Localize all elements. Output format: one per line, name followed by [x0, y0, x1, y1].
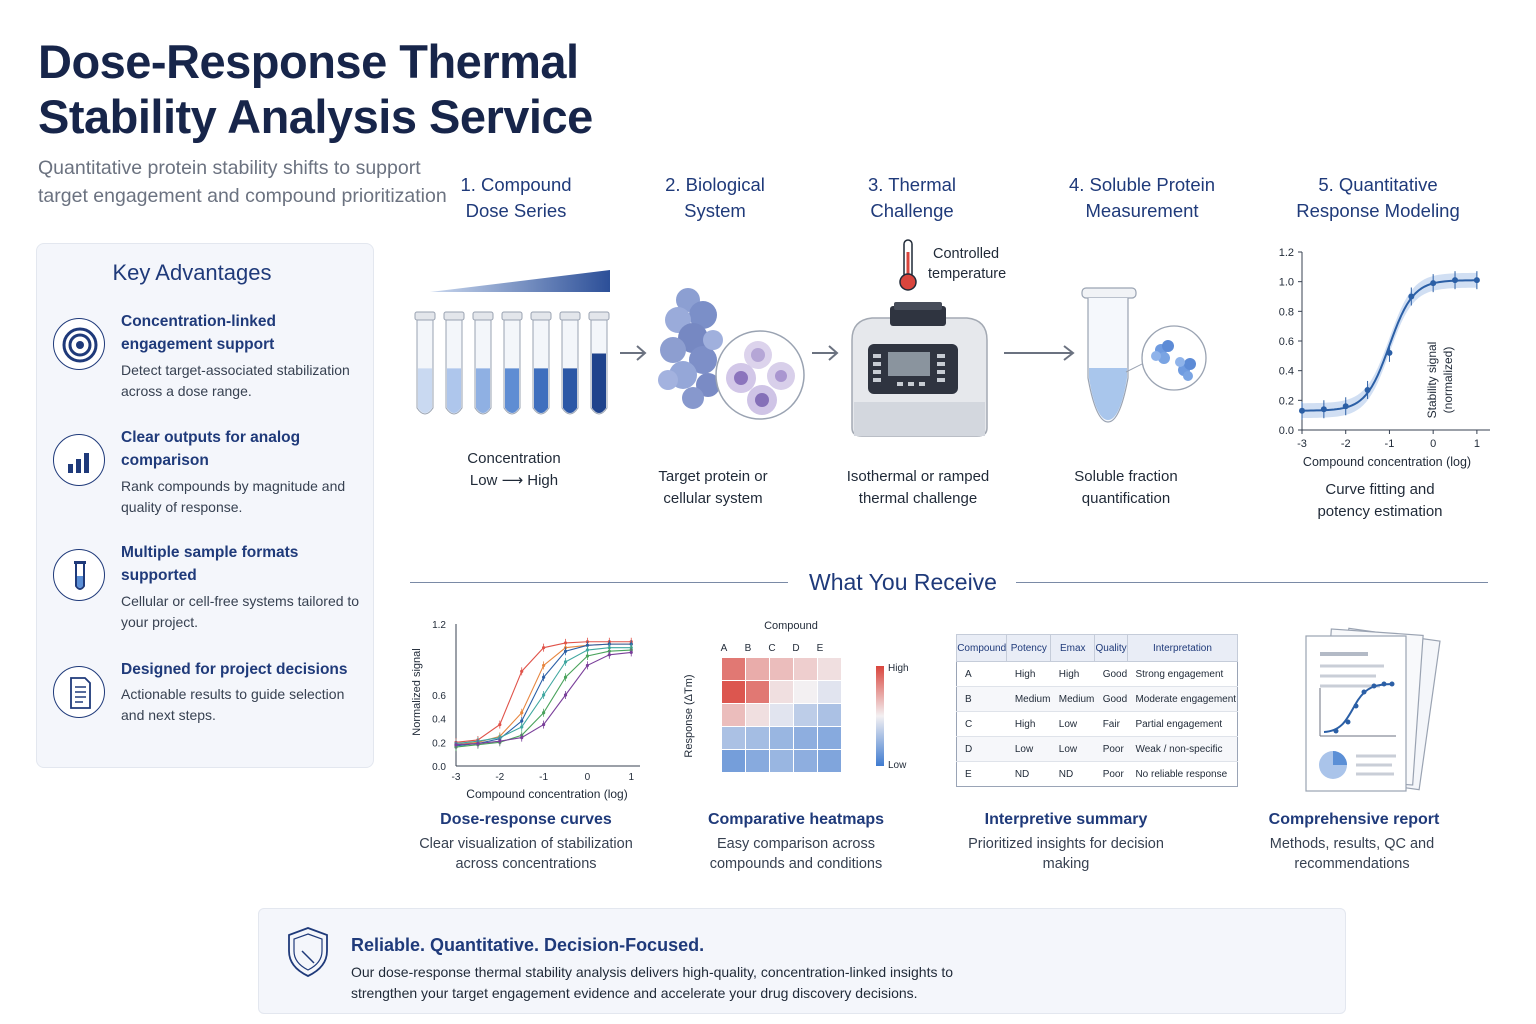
heatmap-cell [818, 681, 841, 703]
heatmap-cell [746, 727, 769, 749]
bar-chart-icon [53, 434, 105, 486]
heatmap-title: Compound [764, 620, 818, 632]
x-tick-label: -1 [539, 772, 549, 783]
step-5-caption-line1: Curve fitting and [1325, 481, 1435, 498]
what-you-receive-title: What You Receive [809, 569, 997, 595]
x-tick-label: -1 [1384, 438, 1395, 450]
table-cell: High [1007, 662, 1051, 687]
step-1-title-line1: 1. Compound [460, 174, 572, 195]
data-point [564, 693, 567, 696]
footer-text [351, 962, 1051, 1004]
data-point [542, 693, 545, 696]
step-2-caption [613, 466, 813, 510]
heatmap-cell [746, 658, 769, 680]
table-cell: D [957, 737, 1007, 762]
data-point [520, 719, 523, 722]
heatmaps-output-title: Comparative heatmaps [707, 811, 885, 828]
advantage-title: Clear outputs for analog comparison [121, 429, 301, 469]
x-tick-label: -3 [451, 772, 461, 783]
y-tick-label: 1.2 [432, 620, 446, 631]
arrow-right-icon [618, 340, 650, 366]
curves-desc-line1: Clear visualization of stabilization [419, 836, 633, 852]
step-2-caption-line1: Target protein or [658, 468, 768, 485]
advantage-title: Multiple sample formats supported [121, 544, 299, 584]
table-cell: No reliable response [1127, 762, 1237, 787]
y-tick-label: 0.8 [1278, 306, 1294, 319]
table-row [957, 712, 1238, 737]
step-1-caption-line1: Concentration [467, 450, 561, 467]
table-cell: High [1051, 662, 1095, 687]
heatmap-legend-high: High [888, 663, 909, 674]
advantage-item [53, 426, 363, 526]
heatmap-cell [722, 750, 745, 772]
report-document-illustration [1296, 626, 1446, 798]
data-point [1365, 387, 1371, 393]
table-header: Compound [957, 635, 1007, 662]
table-cell: Medium [1007, 687, 1051, 712]
table-cell: C [957, 712, 1007, 737]
cells-magnified-icon [716, 331, 804, 419]
heatmap-cell [770, 681, 793, 703]
table-header-row [957, 635, 1238, 662]
advantage-desc: Detect target-associated stabilization across a dose range. [121, 362, 350, 399]
shield-icon [285, 925, 331, 979]
table-cell: Good [1095, 687, 1128, 712]
heatmap-cell [746, 704, 769, 726]
test-tube-icon [53, 549, 105, 601]
subtitle-line2: target engagement and compound prioritization [38, 185, 447, 207]
data-point [586, 648, 589, 651]
potency-curve-chart [1222, 240, 1512, 474]
data-point [454, 743, 457, 746]
y-tick-label: 0.6 [1278, 336, 1294, 348]
heatmap-cell [794, 704, 817, 726]
footer-banner [258, 908, 1346, 1014]
footer-text-line2: strengthen your target engagement evidence and accelerate your drug discovery decisions. [351, 985, 918, 1001]
heatmap-y-label: Response (ΔTm) [683, 674, 695, 758]
section-divider [410, 582, 788, 583]
advantage-item [53, 541, 363, 641]
protein-and-cells-illustration [648, 280, 808, 430]
table-cell: E [957, 762, 1007, 787]
y-tick-label: 0.2 [432, 738, 446, 750]
data-point [520, 711, 523, 714]
x-tick-label: 0 [584, 772, 591, 783]
dose-response-curves-chart [404, 612, 650, 804]
table-cell: ND [1007, 762, 1051, 787]
summary-output-title: Interpretive summary [984, 811, 1148, 828]
heatmap-color-legend [876, 666, 884, 766]
data-point [608, 653, 611, 656]
page-subtitle [38, 154, 458, 210]
heatmap-cell [818, 658, 841, 680]
data-point [542, 664, 545, 667]
table-cell: ND [1051, 762, 1095, 787]
data-point [1452, 277, 1458, 283]
controlled-temperature-note [928, 244, 1006, 284]
data-point [1386, 350, 1392, 356]
table-row [957, 762, 1238, 787]
table-header: Emax [1051, 635, 1095, 662]
interpretive-summary-table [956, 634, 1238, 787]
advantage-desc: Rank compounds by magnitude and quality of response. [121, 478, 346, 515]
table-row [957, 662, 1238, 687]
section-divider [1016, 582, 1488, 583]
table-cell: Good [1095, 662, 1128, 687]
curves-output-desc [396, 834, 656, 874]
y-tick-label: 0.2 [1278, 395, 1294, 408]
y-tick-label: 0.6 [432, 691, 446, 702]
step-3-caption-line2: thermal challenge [858, 490, 978, 507]
heatmap-cell [818, 727, 841, 749]
table-row [957, 737, 1238, 762]
report-desc-line2: recommendations [1294, 856, 1410, 872]
y-axis-label: Normalized signal [411, 648, 423, 736]
data-point [542, 676, 545, 679]
protein-structure-icon [658, 288, 723, 409]
table-cell: Medium [1051, 687, 1095, 712]
arrow-right-icon [810, 340, 842, 366]
test-tube [473, 312, 493, 414]
subtitle-line1: Quantitative protein stability shifts to support [38, 157, 421, 179]
y-tick-label: 1.0 [1278, 276, 1294, 289]
x-axis-label: Compound concentration (log) [466, 787, 628, 801]
arrow-right-icon: ⟶ [501, 472, 528, 489]
table-cell: Low [1007, 737, 1051, 762]
data-point [586, 664, 589, 667]
data-point [1408, 294, 1414, 300]
table-cell: Strong engagement [1127, 662, 1237, 687]
step-1-caption [414, 448, 614, 492]
heatmap-cell [794, 750, 817, 772]
microtube-illustration [1076, 282, 1216, 432]
x-tick-label: -3 [1297, 438, 1307, 450]
data-point [1343, 403, 1349, 409]
step-5-title [1278, 172, 1478, 224]
step-5-caption-line2: potency estimation [1317, 503, 1443, 520]
caption-low: Low [469, 472, 498, 489]
heatmap-cell [794, 681, 817, 703]
note-line2: temperature [928, 266, 1007, 282]
heatmap-column-label: E [816, 643, 824, 654]
data-point [498, 723, 501, 726]
arrow-right-icon [1002, 340, 1076, 366]
report-output-desc [1222, 834, 1482, 874]
step-2-title-line1: 2. Biological [665, 174, 765, 195]
footer-text-line1: Our dose-response thermal stability analysis delivers high-quality, concentration-linked insights to [351, 964, 954, 980]
step-5-title-line2: Response Modeling [1296, 200, 1460, 221]
table-cell: Low [1051, 712, 1095, 737]
test-tube [444, 312, 464, 414]
step-4-caption-line2: quantification [1081, 490, 1171, 507]
heatmap-cell [818, 750, 841, 772]
data-point [520, 736, 523, 739]
test-tube [415, 312, 435, 414]
table-cell: Fair [1095, 712, 1128, 737]
test-tube [502, 312, 522, 414]
curves-output-title: Dose-response curves [440, 811, 612, 828]
step-2-title-line2: System [684, 200, 746, 221]
heatmaps-desc-line1: Easy comparison across [717, 836, 875, 852]
step-4-title [1042, 172, 1242, 224]
step-1-caption-line2 [414, 470, 614, 492]
heatmap-cell [770, 658, 793, 680]
data-point [1474, 277, 1480, 283]
heatmap-cell [794, 727, 817, 749]
advantage-item [53, 310, 363, 410]
page-title-line2: Stability Analysis Service [38, 90, 593, 143]
heatmap-column-label: B [744, 643, 752, 654]
step-3-caption [818, 466, 1018, 510]
advantage-desc: Cellular or cell-free systems tailored to your project. [121, 593, 360, 630]
table-cell: B [957, 687, 1007, 712]
heatmap-cell [722, 704, 745, 726]
step-4-caption-line1: Soluble fraction [1074, 468, 1178, 485]
test-tube [589, 312, 609, 414]
step-3-caption-line1: Isothermal or ramped [846, 468, 990, 485]
heatmap-cell [746, 750, 769, 772]
x-tick-label: 0 [1430, 438, 1437, 450]
step-1-title-line2: Dose Series [465, 200, 567, 221]
heatmap-column-label: A [720, 643, 728, 654]
heatmap-cell [770, 704, 793, 726]
advantage-desc: Actionable results to guide selection and next steps. [121, 686, 345, 723]
data-point [1299, 408, 1305, 414]
heatmap-cell [722, 681, 745, 703]
data-point [520, 670, 523, 673]
data-point [1430, 280, 1436, 286]
table-cell: Weak / non-specific [1127, 737, 1237, 762]
table-cell: A [957, 662, 1007, 687]
table-cell: High [1007, 712, 1051, 737]
heatmaps-desc-line2: compounds and conditions [709, 856, 883, 872]
table-cell: Low [1051, 737, 1095, 762]
step-2-title [625, 172, 805, 224]
advantage-title: Concentration-linked engagement support [121, 313, 277, 353]
y-axis-label-line1: Stability signal [1425, 341, 1439, 419]
x-tick-label: 1 [628, 772, 635, 783]
step-4-title-line2: Measurement [1085, 200, 1199, 221]
step-3-title-line2: Challenge [870, 200, 954, 221]
table-header: Potency [1007, 635, 1051, 662]
data-point [542, 723, 545, 726]
summary-output-desc [936, 834, 1196, 874]
page-title [38, 34, 598, 144]
step-5-caption [1280, 479, 1480, 523]
test-tube [531, 312, 551, 414]
report-output-title: Comprehensive report [1268, 811, 1440, 828]
advantage-item [53, 658, 363, 758]
table-cell: Poor [1095, 737, 1128, 762]
advantage-title: Designed for project decisions [121, 661, 348, 678]
data-point [564, 676, 567, 679]
table-row [957, 687, 1238, 712]
step-3-title-line1: 3. Thermal [867, 174, 957, 195]
comparative-heatmap-chart [680, 616, 920, 786]
heatmap-column-label: D [792, 643, 800, 654]
footer-title: Reliable. Quantitative. Decision-Focused. [351, 935, 705, 955]
y-tick-label: 0.4 [1278, 365, 1294, 378]
step-2-caption-line2: cellular system [663, 490, 763, 507]
data-point [498, 740, 501, 743]
document-icon [53, 666, 105, 718]
y-axis-label-line2: (normalized) [1441, 346, 1455, 414]
summary-desc-line2: making [1042, 856, 1090, 872]
caption-high: High [527, 472, 559, 489]
report-desc-line1: Methods, results, QC and [1269, 836, 1435, 852]
test-tube [560, 312, 580, 414]
data-point [586, 654, 589, 657]
x-tick-label: 1 [1473, 438, 1480, 450]
heatmap-cell [770, 727, 793, 749]
y-tick-label: 0.0 [1278, 425, 1294, 437]
heatmaps-output-desc [666, 834, 926, 874]
table-cell: Moderate engagement [1127, 687, 1237, 712]
summary-desc-line1: Prioritized insights for decision [968, 836, 1164, 852]
table-cell: Partial engagement [1127, 712, 1237, 737]
concentration-gradient-wedge [430, 270, 610, 292]
step-3-title [822, 172, 1002, 224]
page-title-line1: Dose-Response Thermal [38, 35, 579, 88]
heatmap-cell [770, 750, 793, 772]
data-point [630, 651, 633, 654]
heatmap-cell [722, 658, 745, 680]
note-line1: Controlled [933, 246, 1000, 262]
step-1-title [426, 172, 606, 224]
heatmap-cell [794, 658, 817, 680]
thermometer-icon [896, 238, 920, 294]
data-point [542, 711, 545, 714]
key-advantages-panel [36, 243, 374, 768]
y-tick-label: 1.2 [1278, 247, 1294, 259]
heatmap-cell [722, 727, 745, 749]
table-header: Quality [1095, 635, 1128, 662]
thermal-cycler-illustration [842, 300, 992, 440]
heatmap-cell [746, 681, 769, 703]
x-axis-label: Compound concentration (log) [1302, 455, 1472, 469]
heatmap-column-label: C [768, 643, 776, 654]
dose-series-tubes-illustration [408, 266, 618, 426]
data-point [564, 650, 567, 653]
data-point [1321, 406, 1327, 412]
x-tick-label: -2 [1340, 438, 1351, 450]
y-tick-label: 0.0 [432, 762, 446, 773]
data-point [520, 725, 523, 728]
heatmap-legend-low: Low [888, 760, 907, 771]
target-icon [53, 318, 105, 370]
x-tick-label: -2 [495, 772, 505, 783]
step-4-caption [1026, 466, 1226, 510]
table-header: Interpretation [1127, 635, 1237, 662]
step-4-title-line1: 4. Soluble Protein [1068, 174, 1216, 195]
y-tick-label: 0.4 [432, 714, 446, 726]
data-point [542, 646, 545, 649]
data-point [564, 660, 567, 663]
heatmap-cell [818, 704, 841, 726]
step-5-title-line1: 5. Quantitative [1318, 174, 1438, 195]
curves-desc-line2: across concentrations [455, 856, 597, 872]
table-cell: Poor [1095, 762, 1128, 787]
data-point [476, 742, 479, 745]
key-advantages-title: Key Advantages [112, 260, 272, 285]
